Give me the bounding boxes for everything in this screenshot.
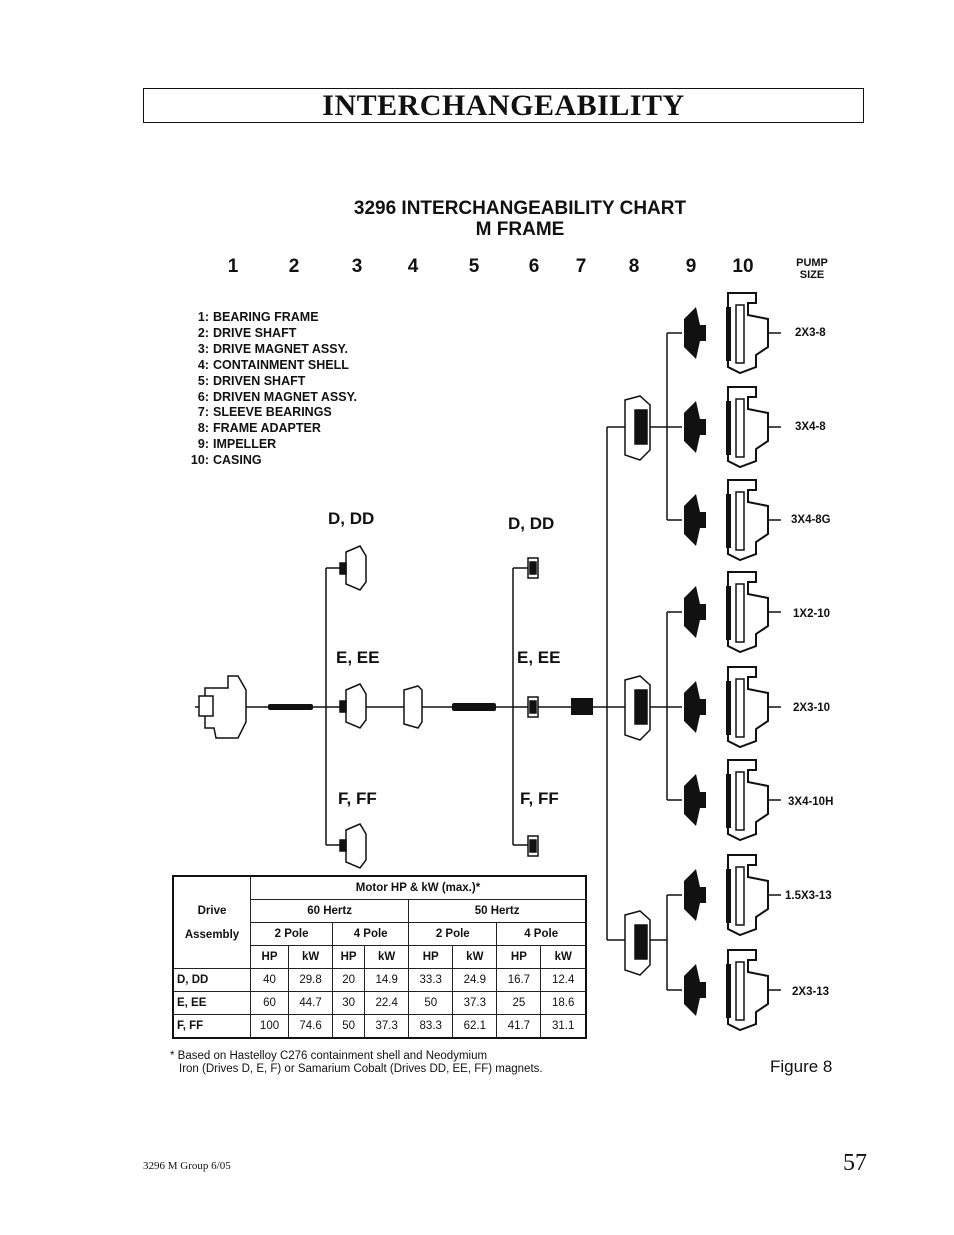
table-header-50hz: 50 Hertz (409, 900, 586, 923)
casing-volute (736, 305, 744, 363)
column-number: 9 (685, 256, 697, 277)
column-number: 6 (528, 256, 540, 277)
pump-row (667, 387, 781, 467)
casing-wall (726, 869, 731, 923)
table-footnote: * Based on Hastelloy C276 containment shell and Neodymium Iron (Drives D, E, F) or Samarium Cobalt (Drives DD, EE, FF) magnets. (170, 1050, 543, 1075)
impeller-icon (684, 586, 706, 638)
pump-row-group (667, 293, 781, 1030)
casing-volute (736, 492, 744, 550)
table-header-hp: HP (497, 946, 541, 969)
impeller-icon (684, 401, 706, 453)
casing-wall (726, 774, 731, 828)
casing-wall (726, 307, 731, 361)
table-header-pole: 4 Pole (333, 923, 409, 946)
pump-row (667, 293, 781, 373)
legend-item: 9: IMPELLER (197, 437, 277, 452)
column-number: 8 (628, 256, 640, 277)
casing-icon (728, 572, 768, 652)
legend-item: 2: DRIVE SHAFT (197, 325, 297, 340)
driven-magnet-icon (528, 558, 538, 856)
pump-row (667, 950, 781, 1030)
legend-item: 3: DRIVE MAGNET ASSY. (197, 341, 348, 356)
legend-item: 1: BEARING FRAME (197, 310, 319, 324)
containment-shell-icon (404, 686, 422, 728)
casing-icon (728, 950, 768, 1030)
footer-doc-id: 3296 M Group 6/05 (143, 1160, 231, 1172)
pump-size-label: 2X3-8 (795, 327, 826, 339)
column-number: 4 (407, 256, 419, 277)
pump-row (667, 855, 781, 935)
drive-label-left: E, EE (336, 648, 380, 667)
drive-label-right: E, EE (517, 648, 561, 667)
drive-label-left: D, DD (328, 509, 375, 528)
column-number: 1 (227, 256, 239, 277)
table-row: D, DD 40 29.8 20 14.9 33.3 24.9 16.7 12.4 (173, 969, 586, 992)
pump-row (667, 572, 781, 652)
driven-shaft-icon (452, 703, 496, 711)
table-header-kw: kW (289, 946, 333, 969)
table-header-60hz: 60 Hertz (251, 900, 409, 923)
column-number: 5 (468, 256, 480, 277)
casing-wall (726, 586, 731, 640)
table-header-hp: HP (333, 946, 365, 969)
pump-size-label: 3X4-10H (788, 796, 834, 808)
table-row: F, FF 100 74.6 50 37.3 83.3 62.1 41.7 31.1 (173, 1015, 586, 1039)
casing-wall (726, 964, 731, 1018)
casing-volute (736, 399, 744, 457)
pump-size-label: 1X2-10 (793, 608, 831, 620)
legend-item: 10: CASING (190, 453, 262, 468)
impeller-icon (684, 964, 706, 1016)
pump-row (667, 760, 781, 840)
drive-label-right: D, DD (508, 514, 555, 533)
page-number: 57 (843, 1150, 867, 1176)
pump-size-label: 3X4-8 (795, 421, 826, 433)
column-number: 10 (732, 256, 754, 277)
table-header-kw: kW (541, 946, 586, 969)
casing-icon (728, 855, 768, 935)
casing-volute (736, 584, 744, 642)
table-header-pole: 2 Pole (409, 923, 497, 946)
casing-volute (736, 679, 744, 737)
pump-size-label: 3X4-8G (791, 514, 831, 526)
figure-label: Figure 8 (770, 1057, 833, 1076)
table-header-pole: 2 Pole (251, 923, 333, 946)
chart-subtitle: M FRAME (475, 219, 565, 240)
section-title: INTERCHANGEABILITY (322, 89, 685, 122)
impeller-icon (684, 307, 706, 359)
table-header-hp: HP (251, 946, 289, 969)
pump-size-label: 2X3-13 (792, 986, 830, 998)
sleeve-bearing-icon (571, 698, 593, 715)
table-header-hp: HP (409, 946, 453, 969)
table-header-drive: Drive Assembly (173, 876, 251, 969)
drive-shaft-icon (268, 704, 313, 710)
casing-icon (728, 293, 768, 373)
bearing-frame-icon (199, 676, 246, 738)
drive-label-left: F, FF (338, 789, 377, 808)
column-number: 3 (351, 256, 363, 277)
legend-item: 6: DRIVEN MAGNET ASSY. (197, 389, 358, 404)
casing-icon (728, 480, 768, 560)
drive-label-right: F, FF (520, 789, 559, 808)
table-header-kw: kW (365, 946, 409, 969)
casing-wall (726, 401, 731, 455)
frame-adapter-icon (625, 396, 650, 975)
casing-icon (728, 667, 768, 747)
casing-icon (728, 760, 768, 840)
column-number: 7 (575, 256, 587, 277)
impeller-icon (684, 681, 706, 733)
table-row: E, EE 60 44.7 30 22.4 50 37.3 25 18.6 (173, 992, 586, 1015)
table-header-motor: Motor HP & kW (max.)* (251, 876, 587, 900)
impeller-icon (684, 869, 706, 921)
pump-size-header: PUMP SIZE (796, 257, 828, 281)
pump-row (667, 667, 781, 747)
legend-item: 8: FRAME ADAPTER (197, 421, 321, 436)
chart-title: 3296 INTERCHANGEABILITY CHART (353, 198, 687, 219)
casing-icon (728, 387, 768, 467)
casing-volute (736, 772, 744, 830)
casing-volute (736, 962, 744, 1020)
table-header-kw: kW (453, 946, 497, 969)
impeller-icon (684, 774, 706, 826)
column-number: 2 (288, 256, 300, 277)
casing-wall (726, 681, 731, 735)
impeller-icon (684, 494, 706, 546)
legend-item: 5: DRIVEN SHAFT (197, 373, 306, 388)
table-header-pole: 4 Pole (497, 923, 586, 946)
legend-item: 7: SLEEVE BEARINGS (197, 405, 332, 420)
motor-rating-table (172, 875, 587, 1039)
pump-row (667, 480, 781, 560)
pump-size-label: 2X3-10 (793, 702, 831, 714)
legend-item: 4: CONTAINMENT SHELL (197, 357, 349, 372)
pump-size-label: 1.5X3-13 (785, 890, 832, 902)
casing-volute (736, 867, 744, 925)
drive-magnet-icon (340, 546, 366, 868)
casing-wall (726, 494, 731, 548)
